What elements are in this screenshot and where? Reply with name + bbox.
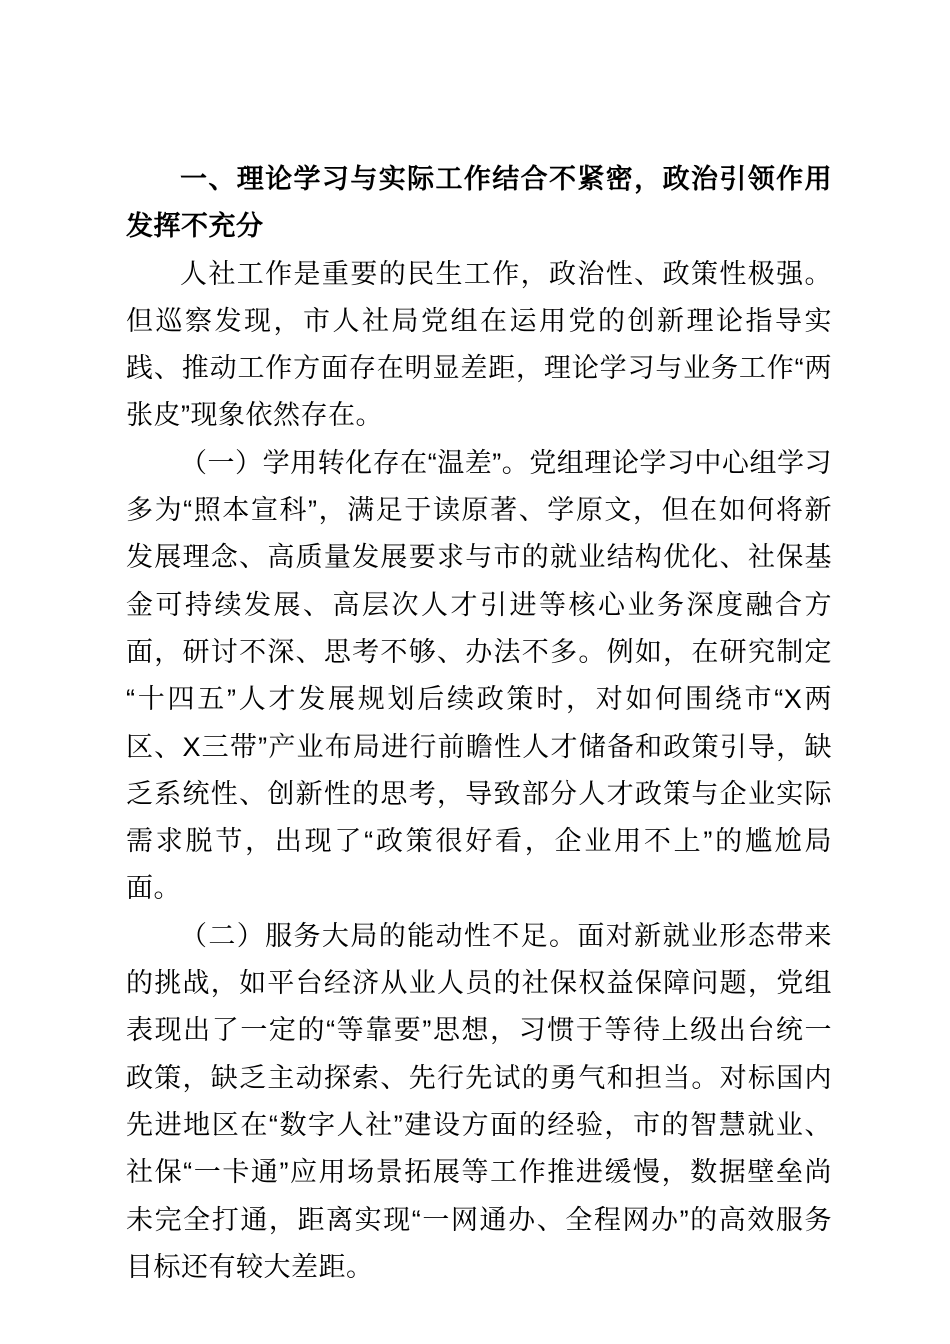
paragraph-intro: 人社工作是重要的民生工作，政治性、政策性极强。但巡察发现，市人社局党组在运用党的创新理论指导实践、推动工作方面存在明显差距，理论学习与业务工作“两张皮”现象依然存在。 [126,258,832,431]
paragraph-subsection-1: （一）学用转化存在“温差”。党组理论学习中心组学习多为“照本宣科”，满足于读原著、学原文，但在如何将新发展理念、高质量发展要求与市的就业结构优化、社保基金可持续发展、高层次人才引进等核心业务深度融合方面，研讨不深、思考不够、办法不多。例如，在研究制定“十四五”人才发展规划后续政策时，对如何围绕市“X两区、X三带”产业布局进行前瞻性人才储备和政策引导，缺乏系统性、创新性的思考，导致部分人才政策与企业实际需求脱节，出现了“政策很好看，企业用不上”的尴尬局面。 [126,447,832,904]
paragraph-subsection-2: （二）服务大局的能动性不足。面对新就业形态带来的挑战，如平台经济从业人员的社保权益保障问题，党组表现出了一定的“等靠要”思想，习惯于等待上级出台统一政策，缺乏主动探索、先行先试的勇气和担当。对标国内先进地区在“数字人社”建设方面的经验，市的智慧就业、社保“一卡通”应用场景拓展等工作推进缓慢，数据壁垒尚未完全打通，距离实现“一网通办、全程网办”的高效服务目标还有较大差距。 [126,920,832,1282]
section-heading: 一、理论学习与实际工作结合不紧密，政治引领作用发挥不充分 [126,164,832,242]
document-body [126,156,832,1291]
